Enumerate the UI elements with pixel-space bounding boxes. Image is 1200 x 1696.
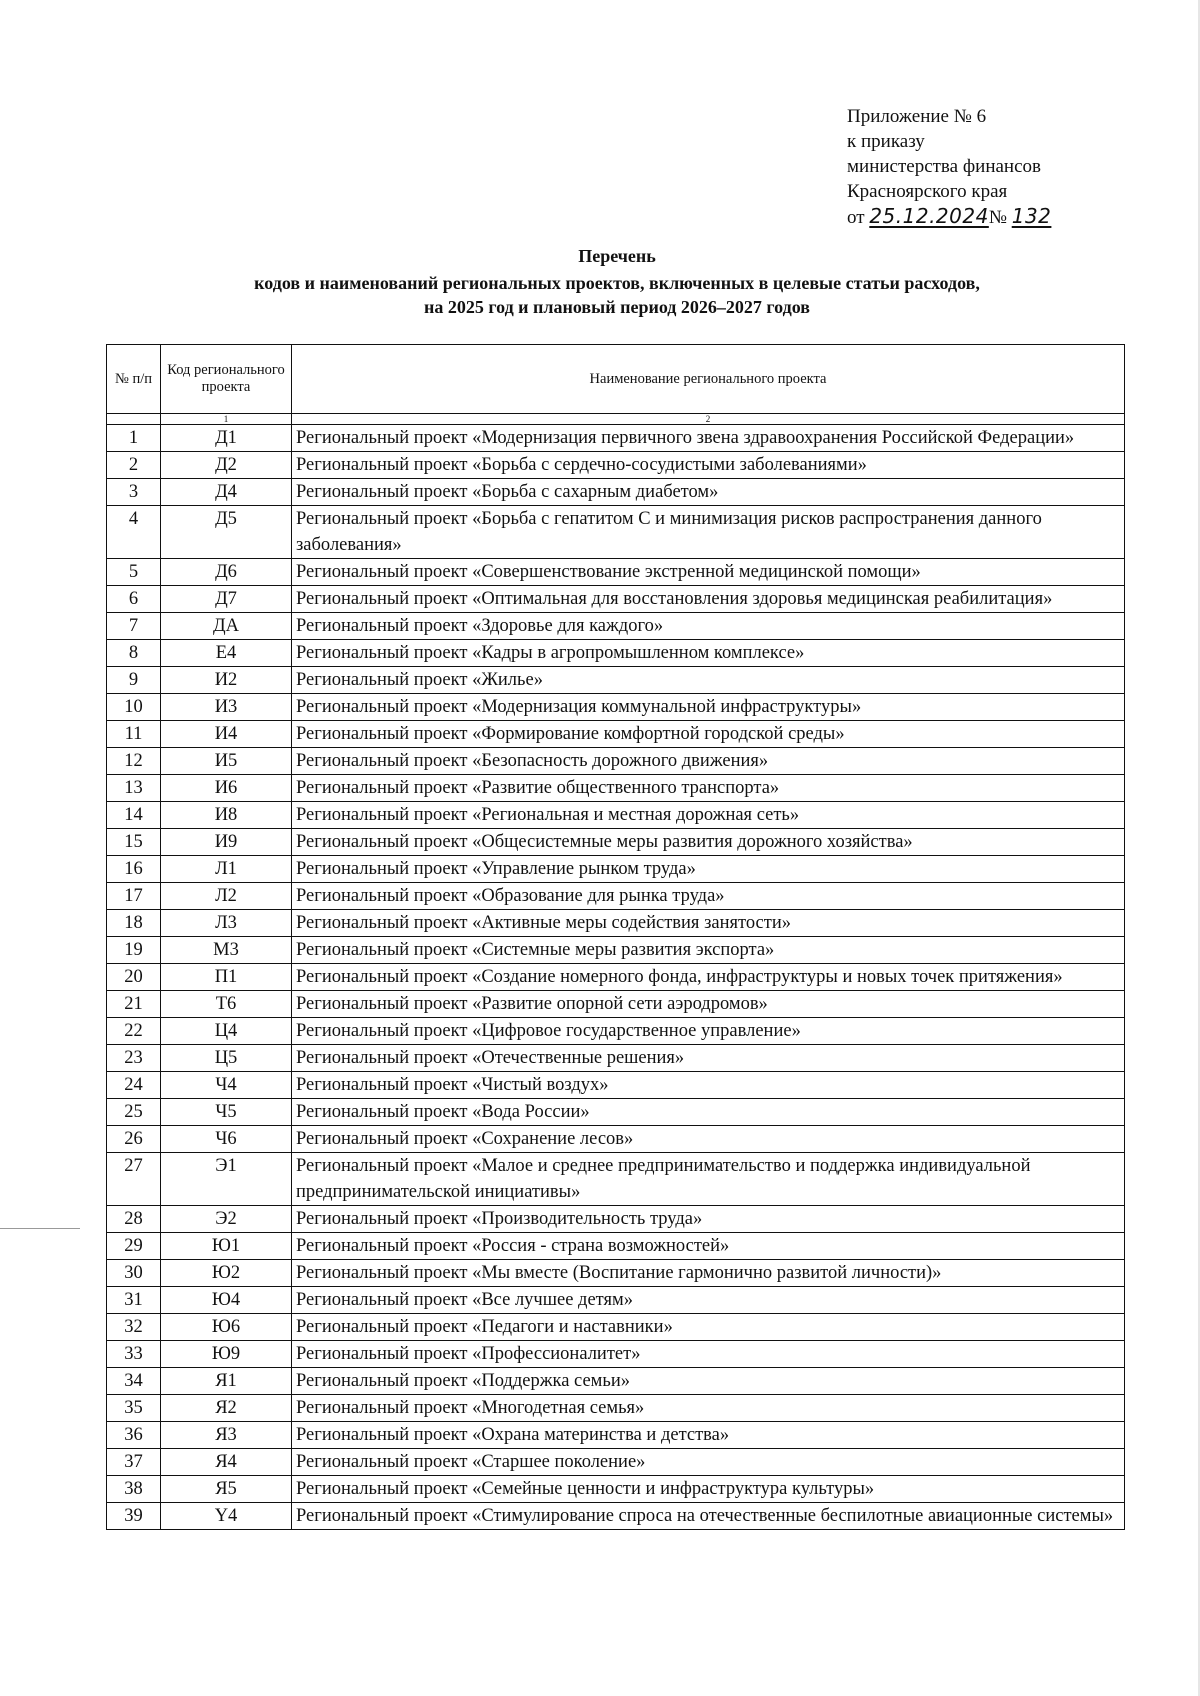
row-code: Д5 bbox=[161, 506, 292, 559]
row-code: Э2 bbox=[161, 1206, 292, 1233]
row-number: 5 bbox=[107, 559, 161, 586]
row-code: Ю4 bbox=[161, 1287, 292, 1314]
row-number: 15 bbox=[107, 829, 161, 856]
row-name: Региональный проект «Отечественные решения» bbox=[292, 1045, 1125, 1072]
row-code: Л2 bbox=[161, 883, 292, 910]
row-name: Региональный проект «Сохранение лесов» bbox=[292, 1126, 1125, 1153]
date-prefix: от bbox=[847, 207, 865, 228]
header-num: № п/п bbox=[107, 345, 161, 414]
row-number: 3 bbox=[107, 479, 161, 506]
row-name: Региональный проект «Создание номерного фонда, инфраструктуры и новых точек притяжения» bbox=[292, 964, 1125, 991]
row-code: Ч6 bbox=[161, 1126, 292, 1153]
table-row bbox=[107, 586, 1125, 613]
column-number-num bbox=[107, 414, 161, 425]
row-number: 34 bbox=[107, 1368, 161, 1395]
row-name: Региональный проект «Модернизация первичного звена здравоохранения Российской Федерации» bbox=[292, 425, 1125, 452]
row-number: 13 bbox=[107, 775, 161, 802]
table-row bbox=[107, 775, 1125, 802]
row-number: 11 bbox=[107, 721, 161, 748]
table-row bbox=[107, 721, 1125, 748]
row-number: 10 bbox=[107, 694, 161, 721]
table-row bbox=[107, 559, 1125, 586]
row-number: 36 bbox=[107, 1422, 161, 1449]
table-row bbox=[107, 1018, 1125, 1045]
row-code: И3 bbox=[161, 694, 292, 721]
table-row bbox=[107, 1395, 1125, 1422]
row-code: И4 bbox=[161, 721, 292, 748]
table-row bbox=[107, 1287, 1125, 1314]
table-row bbox=[107, 694, 1125, 721]
table-row bbox=[107, 748, 1125, 775]
row-code: И8 bbox=[161, 802, 292, 829]
row-code: Ю6 bbox=[161, 1314, 292, 1341]
table-row bbox=[107, 425, 1125, 452]
row-number: 24 bbox=[107, 1072, 161, 1099]
row-code: Я4 bbox=[161, 1449, 292, 1476]
table-row bbox=[107, 1449, 1125, 1476]
row-name: Региональный проект «Управление рынком труда» bbox=[292, 856, 1125, 883]
header-code: Код регионального проекта bbox=[161, 345, 292, 414]
table-row bbox=[107, 1099, 1125, 1126]
row-name: Региональный проект «Оптимальная для восстановления здоровья медицинская реабилитация» bbox=[292, 586, 1125, 613]
row-code: Я1 bbox=[161, 1368, 292, 1395]
row-name: Региональный проект «Образование для рынка труда» bbox=[292, 883, 1125, 910]
table-row bbox=[107, 829, 1125, 856]
row-code: Ч5 bbox=[161, 1099, 292, 1126]
table-row bbox=[107, 1314, 1125, 1341]
row-number: 21 bbox=[107, 991, 161, 1018]
row-number: 37 bbox=[107, 1449, 161, 1476]
row-name: Региональный проект «Профессионалитет» bbox=[292, 1341, 1125, 1368]
row-code: Д1 bbox=[161, 425, 292, 452]
row-code: Д7 bbox=[161, 586, 292, 613]
document-title: Перечень bbox=[578, 246, 656, 266]
row-number: 30 bbox=[107, 1260, 161, 1287]
row-number: 17 bbox=[107, 883, 161, 910]
table-row bbox=[107, 1422, 1125, 1449]
table-row bbox=[107, 1503, 1125, 1530]
row-name: Региональный проект «Поддержка семьи» bbox=[292, 1368, 1125, 1395]
row-code: Ц5 bbox=[161, 1045, 292, 1072]
row-code: Д6 bbox=[161, 559, 292, 586]
row-number: 12 bbox=[107, 748, 161, 775]
row-number: 22 bbox=[107, 1018, 161, 1045]
row-code: Y4 bbox=[161, 1503, 292, 1530]
table-row bbox=[107, 1072, 1125, 1099]
row-name: Региональный проект «Региональная и местная дорожная сеть» bbox=[292, 802, 1125, 829]
table-row bbox=[107, 452, 1125, 479]
table-row bbox=[107, 937, 1125, 964]
row-code: Ю1 bbox=[161, 1233, 292, 1260]
row-number: 29 bbox=[107, 1233, 161, 1260]
row-number: 4 bbox=[107, 506, 161, 559]
row-name: Региональный проект «Развитие опорной сети аэродромов» bbox=[292, 991, 1125, 1018]
row-number: 23 bbox=[107, 1045, 161, 1072]
row-code: ДА bbox=[161, 613, 292, 640]
row-code: Д2 bbox=[161, 452, 292, 479]
row-name: Региональный проект «Производительность труда» bbox=[292, 1206, 1125, 1233]
row-name: Региональный проект «Цифровое государственное управление» bbox=[292, 1018, 1125, 1045]
table-row bbox=[107, 883, 1125, 910]
annex-line-4: Красноярского края bbox=[847, 181, 1008, 202]
row-code: И6 bbox=[161, 775, 292, 802]
annex-line-1: Приложение № 6 bbox=[847, 106, 987, 127]
table-row bbox=[107, 964, 1125, 991]
document-subtitle-1: кодов и наименований региональных проектов, включенных в целевые статьи расходов, bbox=[254, 273, 980, 293]
row-name: Региональный проект «Борьба с сахарным диабетом» bbox=[292, 479, 1125, 506]
row-number: 14 bbox=[107, 802, 161, 829]
row-code: Л3 bbox=[161, 910, 292, 937]
row-name: Региональный проект «Вода России» bbox=[292, 1099, 1125, 1126]
table-row bbox=[107, 1368, 1125, 1395]
handwritten-number: 132 bbox=[1011, 204, 1052, 228]
row-name: Региональный проект «Малое и среднее предпринимательство и поддержка индивидуальной предпринимательской инициативы» bbox=[292, 1153, 1125, 1206]
row-name: Региональный проект «Борьба с гепатитом С и минимизация рисков распространения данного заболевания» bbox=[292, 506, 1125, 559]
row-number: 35 bbox=[107, 1395, 161, 1422]
row-name: Региональный проект «Модернизация коммунальной инфраструктуры» bbox=[292, 694, 1125, 721]
column-number-name: 2 bbox=[292, 414, 1125, 425]
row-name: Региональный проект «Охрана материнства и детства» bbox=[292, 1422, 1125, 1449]
table-header-row bbox=[107, 345, 1125, 414]
row-number: 18 bbox=[107, 910, 161, 937]
table-row bbox=[107, 910, 1125, 937]
row-name: Региональный проект «Безопасность дорожного движения» bbox=[292, 748, 1125, 775]
row-name: Региональный проект «Общесистемные меры развития дорожного хозяйства» bbox=[292, 829, 1125, 856]
row-name: Региональный проект «Здоровье для каждого» bbox=[292, 613, 1125, 640]
table-row bbox=[107, 856, 1125, 883]
row-code: Т6 bbox=[161, 991, 292, 1018]
row-number: 6 bbox=[107, 586, 161, 613]
table-row bbox=[107, 1206, 1125, 1233]
row-code: Д4 bbox=[161, 479, 292, 506]
number-prefix: № bbox=[988, 207, 1007, 228]
row-name: Региональный проект «Системные меры развития экспорта» bbox=[292, 937, 1125, 964]
annex-line-3: министерства финансов bbox=[847, 156, 1041, 177]
row-number: 8 bbox=[107, 640, 161, 667]
row-number: 16 bbox=[107, 856, 161, 883]
table-row bbox=[107, 1476, 1125, 1503]
row-name: Региональный проект «Жилье» bbox=[292, 667, 1125, 694]
row-number: 38 bbox=[107, 1476, 161, 1503]
row-name: Региональный проект «Формирование комфортной городской среды» bbox=[292, 721, 1125, 748]
column-number-code: 1 bbox=[161, 414, 292, 425]
scan-margin-line bbox=[0, 1228, 80, 1229]
row-code: Я2 bbox=[161, 1395, 292, 1422]
row-number: 20 bbox=[107, 964, 161, 991]
row-number: 26 bbox=[107, 1126, 161, 1153]
row-code: Ю2 bbox=[161, 1260, 292, 1287]
table-row bbox=[107, 1045, 1125, 1072]
row-number: 19 bbox=[107, 937, 161, 964]
table-row bbox=[107, 1233, 1125, 1260]
row-number: 31 bbox=[107, 1287, 161, 1314]
table-row bbox=[107, 613, 1125, 640]
table-row bbox=[107, 667, 1125, 694]
row-code: Л1 bbox=[161, 856, 292, 883]
row-number: 39 bbox=[107, 1503, 161, 1530]
annex-block bbox=[847, 104, 1051, 230]
annex-date-line bbox=[847, 204, 1051, 230]
table-body bbox=[107, 425, 1125, 1530]
row-name: Региональный проект «Стимулирование спроса на отечественные беспилотные авиационные системы» bbox=[292, 1503, 1125, 1530]
row-code: Я5 bbox=[161, 1476, 292, 1503]
row-number: 25 bbox=[107, 1099, 161, 1126]
column-number-row bbox=[107, 414, 1125, 425]
table-row bbox=[107, 1153, 1125, 1206]
row-name: Региональный проект «Педагоги и наставники» bbox=[292, 1314, 1125, 1341]
row-name: Региональный проект «Развитие общественного транспорта» bbox=[292, 775, 1125, 802]
header-name: Наименование регионального проекта bbox=[292, 345, 1125, 414]
row-code: Ц4 bbox=[161, 1018, 292, 1045]
handwritten-date: 25.12.2024 bbox=[869, 204, 989, 228]
table-row bbox=[107, 991, 1125, 1018]
row-number: 27 bbox=[107, 1153, 161, 1206]
row-number: 2 bbox=[107, 452, 161, 479]
table-row bbox=[107, 1341, 1125, 1368]
row-number: 33 bbox=[107, 1341, 161, 1368]
row-code: И5 bbox=[161, 748, 292, 775]
row-code: Ю9 bbox=[161, 1341, 292, 1368]
row-name: Региональный проект «Кадры в агропромышленном комплексе» bbox=[292, 640, 1125, 667]
annex-line-2: к приказу bbox=[847, 131, 925, 152]
table-row bbox=[107, 802, 1125, 829]
row-name: Региональный проект «Совершенствование экстренной медицинской помощи» bbox=[292, 559, 1125, 586]
row-name: Региональный проект «Старшее поколение» bbox=[292, 1449, 1125, 1476]
row-name: Региональный проект «Россия - страна возможностей» bbox=[292, 1233, 1125, 1260]
table-row bbox=[107, 506, 1125, 559]
table-row bbox=[107, 640, 1125, 667]
row-code: Я3 bbox=[161, 1422, 292, 1449]
row-code: Е4 bbox=[161, 640, 292, 667]
row-name: Региональный проект «Борьба с сердечно-сосудистыми заболеваниями» bbox=[292, 452, 1125, 479]
row-code: И9 bbox=[161, 829, 292, 856]
row-name: Региональный проект «Все лучшее детям» bbox=[292, 1287, 1125, 1314]
row-code: Э1 bbox=[161, 1153, 292, 1206]
table-row bbox=[107, 479, 1125, 506]
row-code: П1 bbox=[161, 964, 292, 991]
row-name: Региональный проект «Активные меры содействия занятости» bbox=[292, 910, 1125, 937]
row-number: 9 bbox=[107, 667, 161, 694]
row-code: Ч4 bbox=[161, 1072, 292, 1099]
projects-table bbox=[106, 344, 1125, 1530]
document-subtitle-2: на 2025 год и плановый период 2026–2027 годов bbox=[423, 297, 810, 317]
row-name: Региональный проект «Чистый воздух» bbox=[292, 1072, 1125, 1099]
row-number: 1 bbox=[107, 425, 161, 452]
row-name: Региональный проект «Семейные ценности и инфраструктура культуры» bbox=[292, 1476, 1125, 1503]
row-number: 32 bbox=[107, 1314, 161, 1341]
row-number: 7 bbox=[107, 613, 161, 640]
row-code: М3 bbox=[161, 937, 292, 964]
table-row bbox=[107, 1126, 1125, 1153]
row-number: 28 bbox=[107, 1206, 161, 1233]
row-name: Региональный проект «Многодетная семья» bbox=[292, 1395, 1125, 1422]
table-row bbox=[107, 1260, 1125, 1287]
row-code: И2 bbox=[161, 667, 292, 694]
row-name: Региональный проект «Мы вместе (Воспитание гармонично развитой личности)» bbox=[292, 1260, 1125, 1287]
